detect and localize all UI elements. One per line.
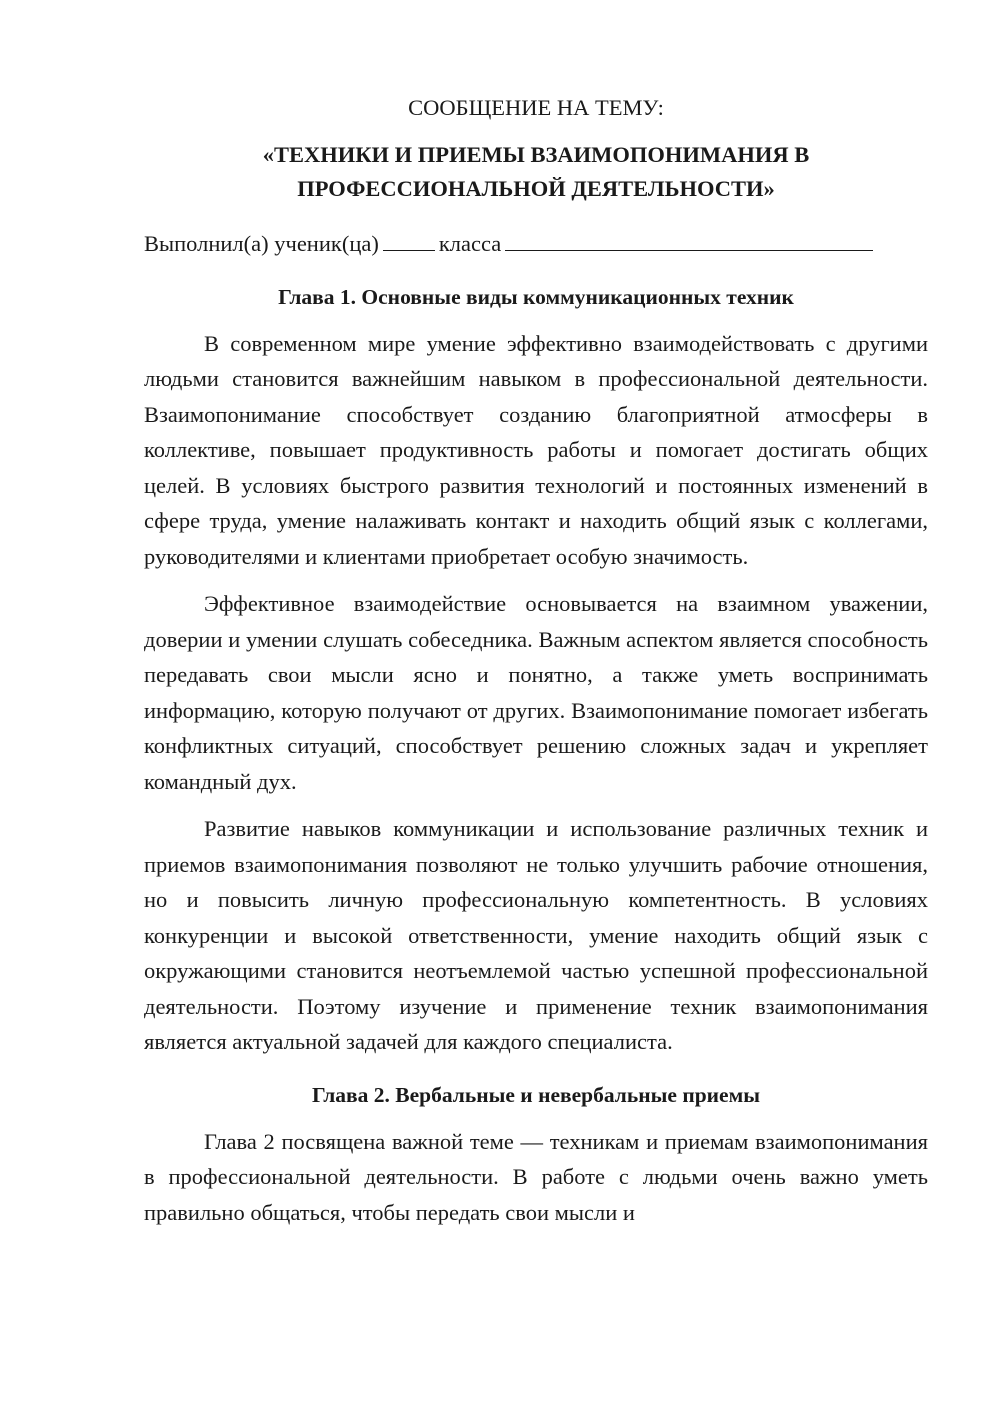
- student-name-blank: [505, 228, 873, 251]
- author-line: [144, 226, 928, 262]
- chapter-2-title: Глава 2. Вербальные и невербальные приемы: [311, 1082, 761, 1107]
- class-number-blank: [383, 228, 435, 251]
- author-line-middle: класса: [438, 231, 502, 256]
- document-page: [144, 90, 928, 1242]
- chapter-1-paragraph-3: Развитие навыков коммуникации и использование различных техник и приемов взаимопонимания позволяют не только улучшить рабочие отношения, но и повысить личную профессиональную компетентность. В условиях конкуренции и высокой ответственности, умение находить общий язык с окружающими становится неотъемлемой частью успешной профессиональной деятельности. Поэтому изучение и применение техник взаимопонимания является актуальной задачей для каждого специалиста.: [144, 816, 928, 1054]
- document-subtitle: СООБЩЕНИЕ НА ТЕМУ:: [408, 95, 664, 120]
- chapter-1-paragraph-2: Эффективное взаимодействие основывается на взаимном уважении, доверии и умении слушать собеседника. Важным аспектом является способность передавать свои мысли ясно и понятно, а также уметь воспринимать информацию, которую получают от других. Взаимопонимание помогает избегать конфликтных ситуаций, способствует решению сложных задач и укрепляет командный дух.: [144, 591, 928, 794]
- author-line-prefix: Выполнил(а) ученик(ца): [144, 231, 379, 256]
- chapter-1-paragraph-1: В современном мире умение эффективно взаимодействовать с другими людьми становится важнейшим навыком в профессиональной деятельности. Взаимопонимание способствует созданию благоприятной атмосферы в коллективе, повышает продуктивность работы и помогает достигать общих целей. В условиях быстрого развития технологий и постоянных изменений в сфере труда, умение налаживать контакт и находить общий язык с коллегами, руководителями и клиентами приобретает особую значимость.: [144, 330, 928, 569]
- document-title: «ТЕХНИКИ И ПРИЕМЫ ВЗАИМОПОНИМАНИЯ В ПРОФЕССИОНАЛЬНОЙ ДЕЯТЕЛЬНОСТИ»: [262, 142, 810, 201]
- chapter-2-paragraph-1: Глава 2 посвящена важной теме — техникам и приемам взаимопонимания в профессиональной деятельности. В работе с людьми очень важно уметь правильно общаться, чтобы передать свои мысли и: [144, 1128, 928, 1225]
- chapter-1-title: Глава 1. Основные виды коммуникационных техник: [278, 284, 794, 309]
